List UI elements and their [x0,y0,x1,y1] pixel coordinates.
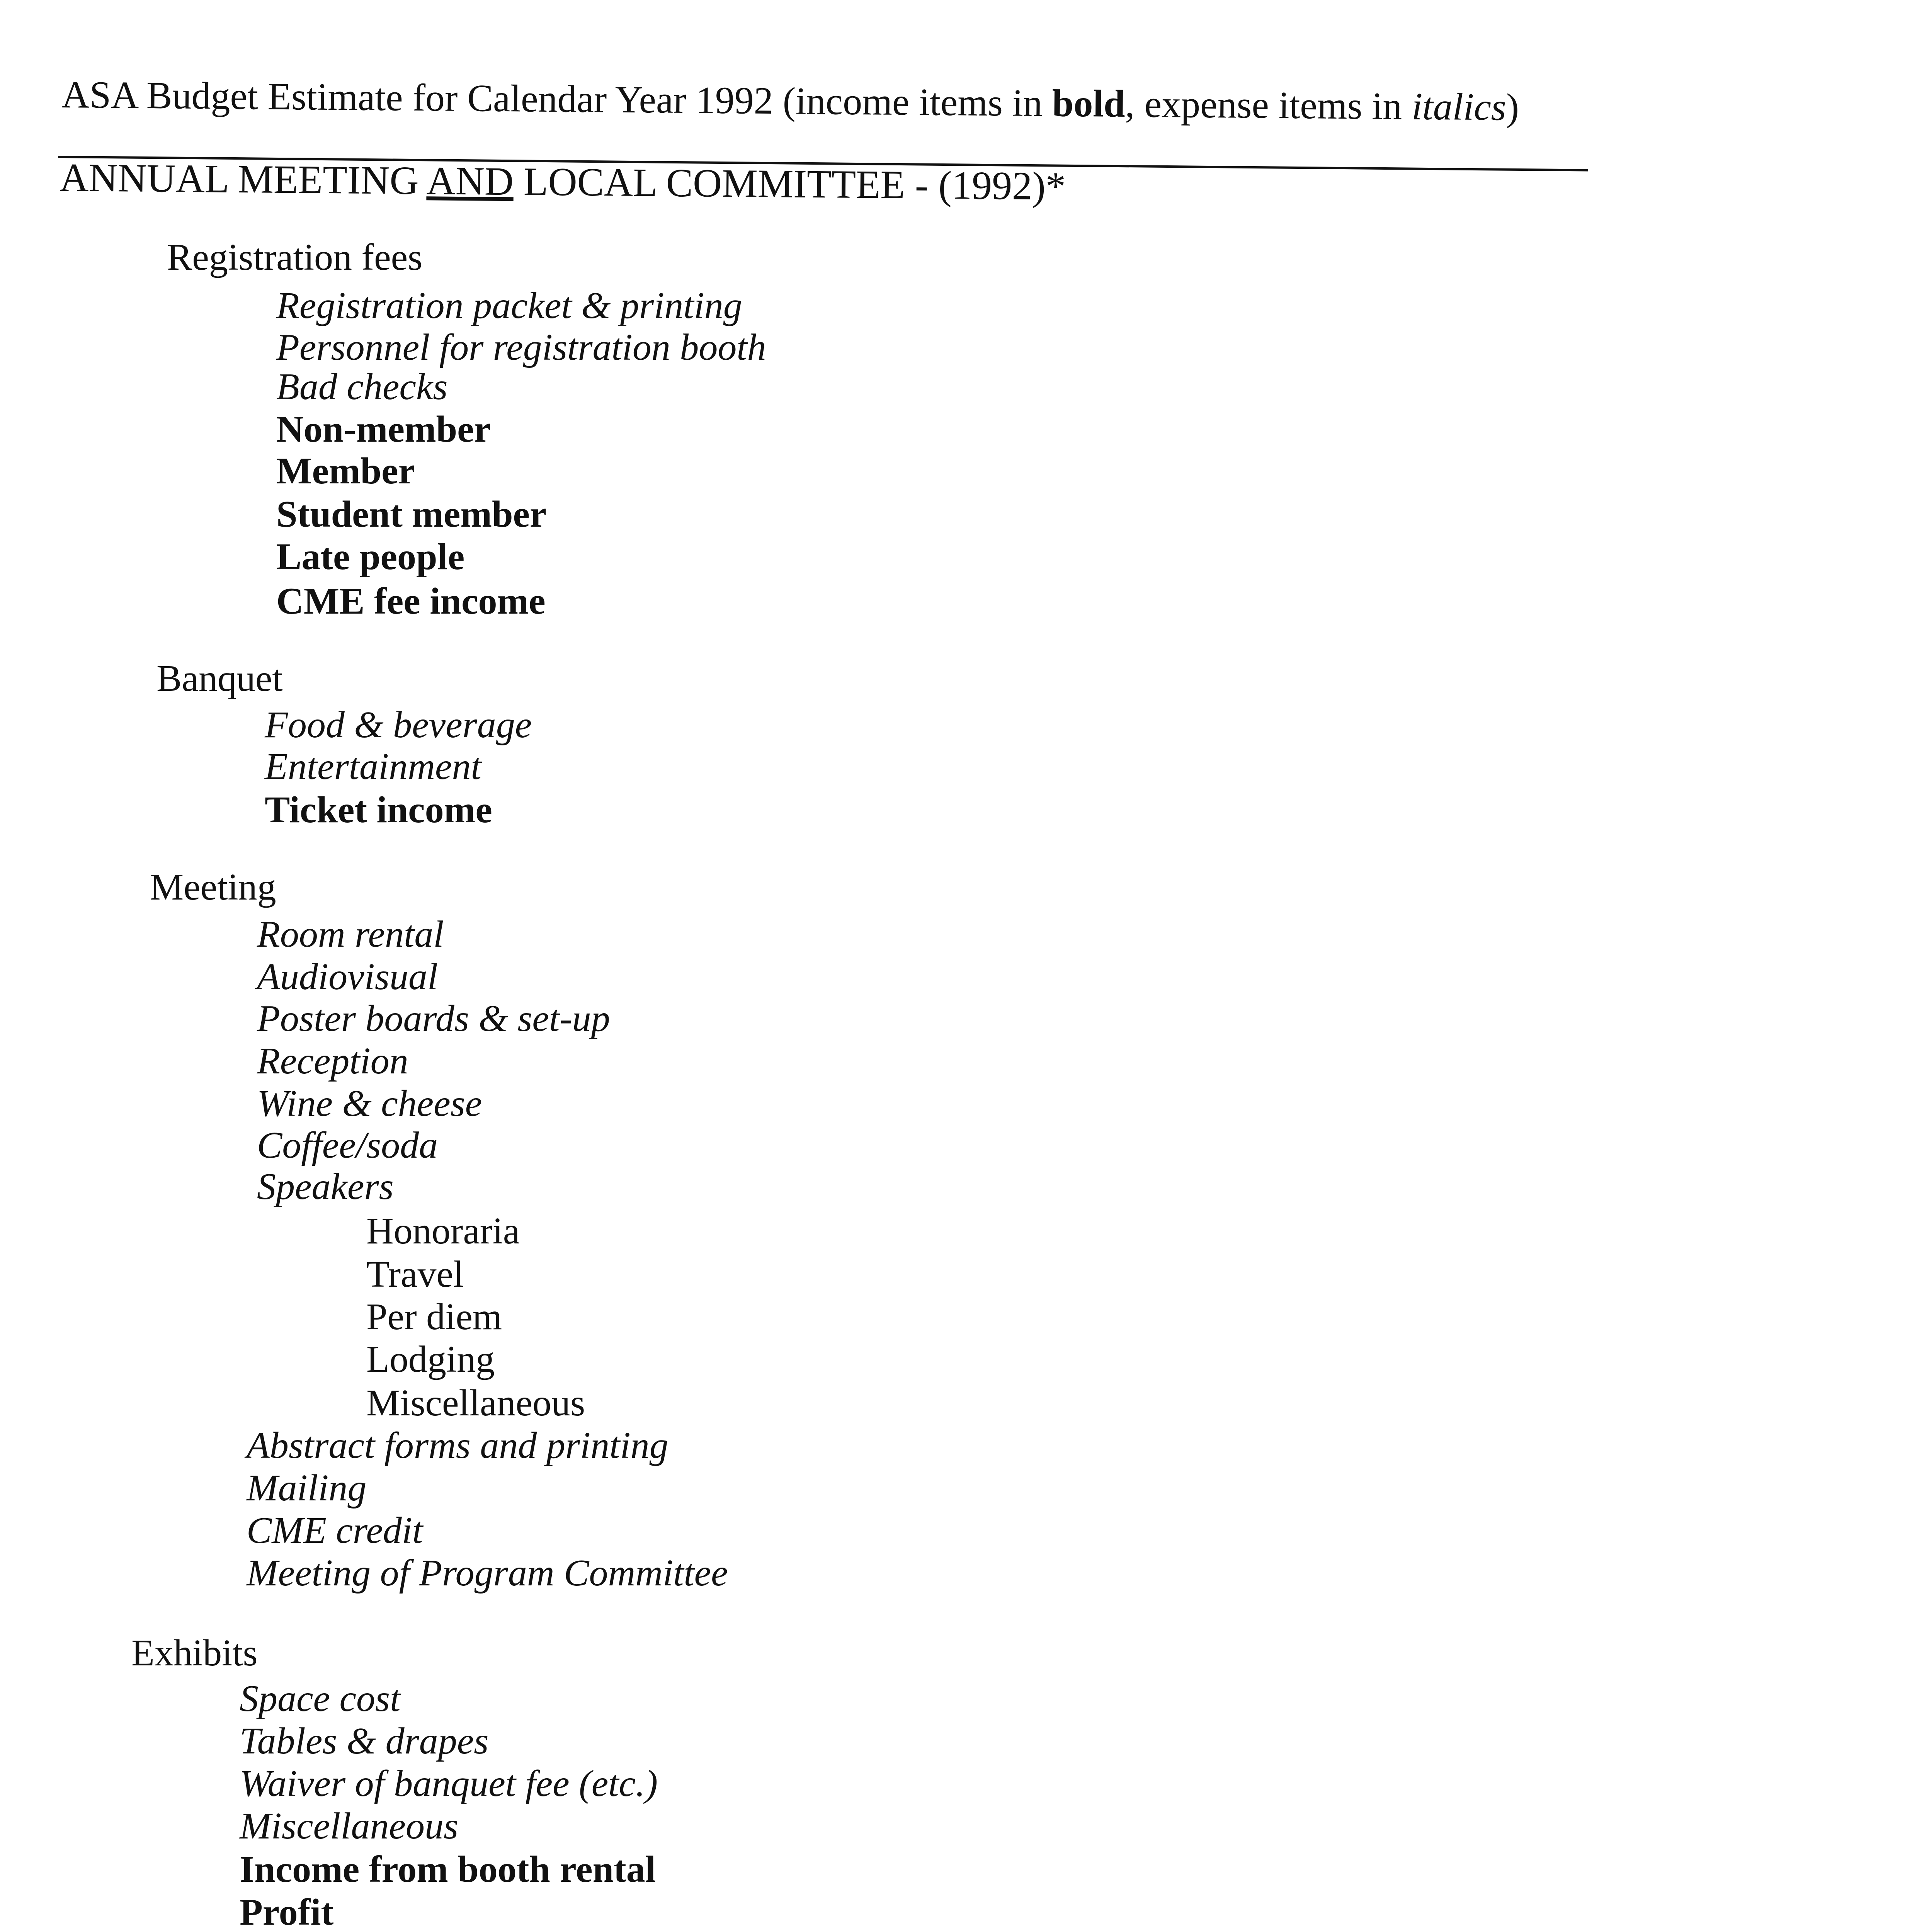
income-item: Ticket income [265,789,492,831]
income-item: Member [276,450,415,492]
income-item: CME fee income [276,580,546,622]
document-title [61,70,1685,134]
expense-item: Reception [257,1040,408,1082]
expense-item: Mailing [247,1467,367,1509]
expense-item: Audiovisual [257,956,438,998]
expense-item: Waiver of banquet fee (etc.) [240,1763,658,1804]
heading-part1: ANNUAL MEETING [59,155,427,203]
income-item: Profit [240,1891,334,1932]
expense-item: Food & beverage [265,704,532,746]
expense-item: Personnel for registration booth [276,327,766,368]
speaker-subitem: Lodging [366,1338,495,1380]
title-prefix: ASA Budget Estimate for Calendar Year 1992 (income items in [61,73,1053,125]
title-suffix: ) [1506,85,1519,129]
expense-item: Bad checks [276,366,448,408]
title-italic-word: italics [1411,85,1507,129]
expense-item: Abstract forms and printing [247,1425,668,1466]
income-item: Non-member [276,408,491,450]
expense-item: Poster boards & set-up [257,998,610,1039]
heading-underlined: AND [426,158,514,204]
expense-item: Miscellaneous [240,1805,459,1847]
expense-item: Tables & drapes [240,1720,489,1762]
expense-item: Space cost [240,1678,401,1719]
title-middle: , expense items in [1125,82,1412,128]
income-item: Income from booth rental [240,1849,656,1890]
speaker-subitem: Travel [366,1253,464,1295]
speaker-subitem: Honoraria [366,1210,520,1252]
expense-item: Meeting of Program Committee [247,1552,728,1594]
expense-item: CME credit [247,1510,423,1551]
speaker-subitem: Per diem [366,1296,502,1338]
income-item: Late people [276,536,465,578]
section-heading [60,153,1066,212]
expense-item: Speakers [257,1166,394,1208]
expense-item: Coffee/soda [257,1124,438,1166]
category-registration-fees: Registration fees [167,236,423,278]
speaker-subitem: Miscellaneous [366,1382,585,1424]
expense-item: Entertainment [265,746,481,787]
category-meeting: Meeting [150,866,276,908]
category-banquet: Banquet [156,658,283,699]
heading-part2: LOCAL COMMITTEE - (1992)* [513,159,1066,209]
category-exhibits: Exhibits [131,1632,258,1674]
expense-item: Room rental [257,913,444,955]
expense-item: Wine & cheese [257,1083,482,1124]
title-bold-word: bold [1052,82,1126,126]
expense-item: Registration packet & printing [276,285,742,327]
income-item: Student member [276,493,547,535]
